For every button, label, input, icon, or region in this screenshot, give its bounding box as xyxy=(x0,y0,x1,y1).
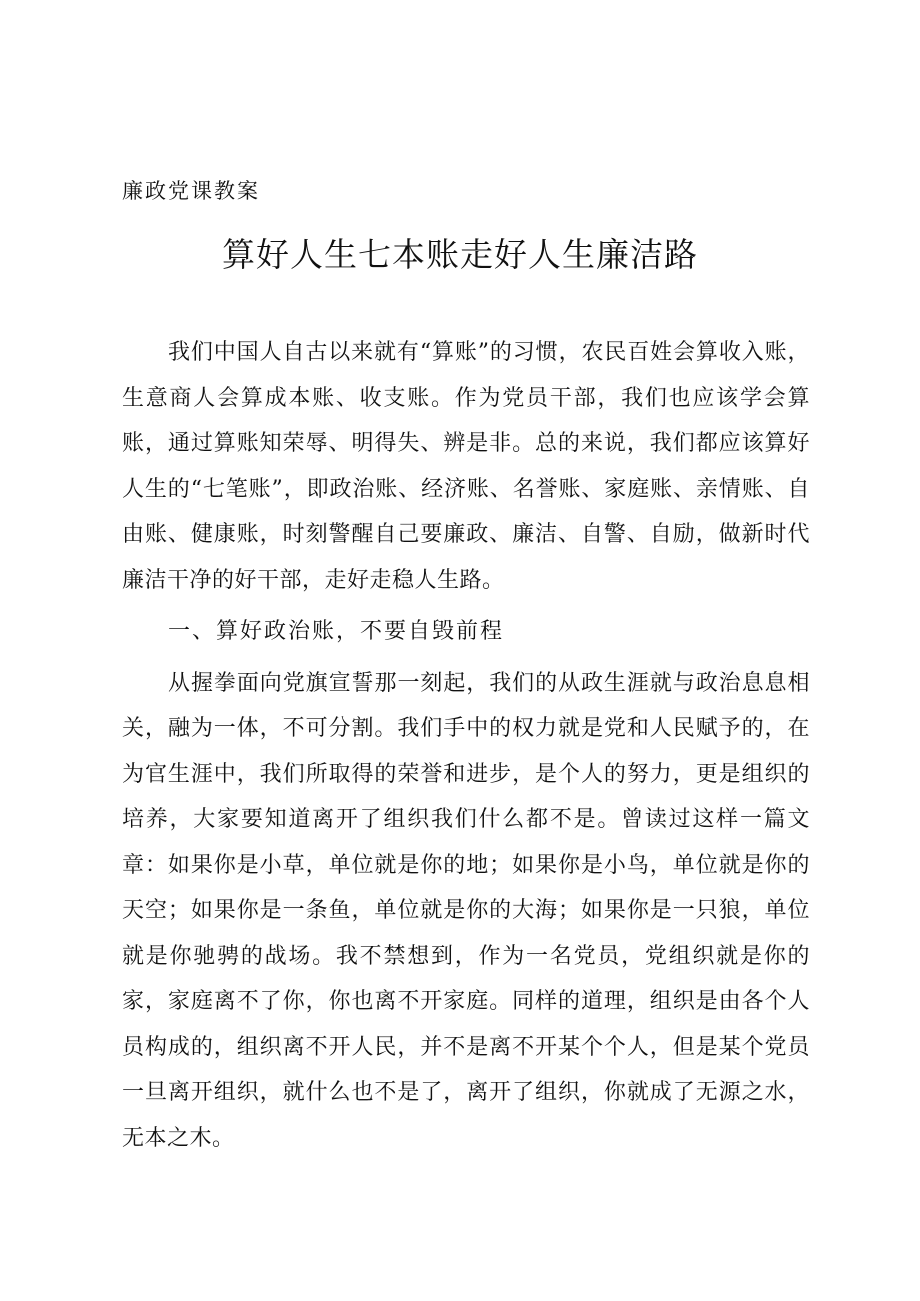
document-title: 算好人生七本账走好人生廉洁路 xyxy=(222,235,698,274)
document-body xyxy=(122,330,810,1161)
section-heading-political-account: 一、算好政治账，不要自毁前程 xyxy=(168,619,505,644)
section-1-paragraph: 从握拳面向党旗宣誓那一刻起，我们的从政生涯就与政治息息相关，融为一体，不可分割。我们手中的权力就是党和人民赋予的，在为官生涯中，我们所取得的荣誉和进步，是个人的努力，更是组织的培养，大家要知道离开了组织我们什么都不是。曾读过这样一篇文章：如果你是小草，单位就是你的地；如果你是小鸟，单位就是你的天空；如果你是一条鱼，单位就是你的大海；如果你是一只狼，单位就是你驰骋的战场。我不禁想到，作为一名党员，党组织就是你的家，家庭离不了你，你也离不开家庭。同样的道理，组织是由各个人员构成的，组织离不开人民，并不是离不开某个个人，但是某个党员一旦离开组织，就什么也不是了，离开了组织，你就成了无源之水，无本之木。 xyxy=(122,670,810,1151)
document-category-label: 廉政党课教案 xyxy=(122,179,260,203)
intro-paragraph: 我们中国人自古以来就有“算账”的习惯，农民百姓会算收入账，生意商人会算成本账、收支账。作为党员干部，我们也应该学会算账，通过算账知荣辱、明得失、辨是非。总的来说，我们都应该算好人生的“七笔账”，即政治账、经济账、名誉账、家庭账、亲情账、自由账、健康账，时刻警醒自己要廉政、廉洁、自警、自励，做新时代廉洁干净的好干部，走好走稳人生路。 xyxy=(122,340,810,593)
